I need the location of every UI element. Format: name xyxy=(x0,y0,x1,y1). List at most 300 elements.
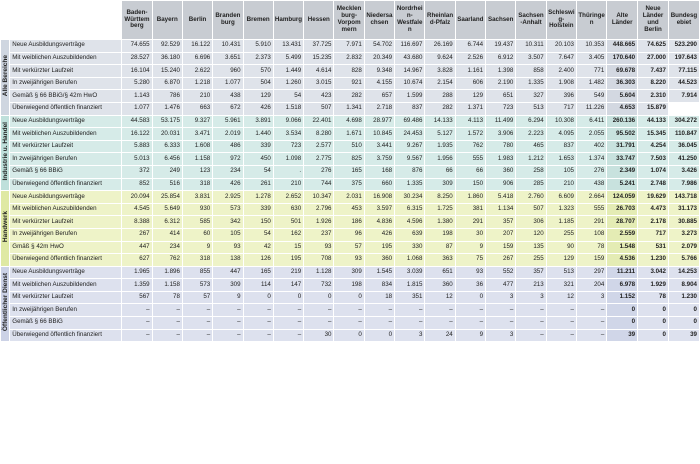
table-cell: 20.349 xyxy=(364,52,394,65)
table-cell: – xyxy=(182,304,212,317)
table-cell: 25.854 xyxy=(152,191,182,204)
table-cell: 54 xyxy=(243,228,273,241)
table-cell: 828 xyxy=(334,65,364,78)
table-cell: 10.431 xyxy=(213,40,243,53)
table-cell: 423 xyxy=(304,90,334,103)
row-label: Mit weiblichen Auszubildenden xyxy=(10,203,122,216)
table-cell: 852 xyxy=(122,178,152,191)
table-cell: 93 xyxy=(455,266,485,279)
table-cell: 197.643 xyxy=(668,52,699,65)
table-cell: 1.545 xyxy=(364,266,394,279)
table-cell: 663 xyxy=(182,102,212,115)
table-cell: 1.926 xyxy=(304,216,334,229)
table-cell: – xyxy=(546,317,576,330)
table-cell: 4.254 xyxy=(638,140,669,153)
group-label xyxy=(1,266,10,342)
table-cell: 147 xyxy=(273,279,303,292)
group-label xyxy=(1,191,10,267)
table-cell: 2.652 xyxy=(273,191,303,204)
table-cell: – xyxy=(546,329,576,342)
table-cell: 6.411 xyxy=(576,115,606,128)
table-cell: 5.604 xyxy=(607,90,638,103)
column-header: Thüringen xyxy=(576,1,606,40)
table-cell: 426 xyxy=(243,102,273,115)
column-header: Bremen xyxy=(243,1,273,40)
table-cell: 31.173 xyxy=(668,203,699,216)
table-cell: 6.456 xyxy=(152,153,182,166)
row-label: Überwiegend öffentlich finanziert xyxy=(10,102,122,115)
table-cell: 5.961 xyxy=(213,115,243,128)
table-cell: 135 xyxy=(516,241,546,254)
table-cell: 1.359 xyxy=(122,279,152,292)
table-cell: 513 xyxy=(546,266,576,279)
table-cell: 24.453 xyxy=(395,128,425,141)
table-cell: 198 xyxy=(425,228,455,241)
table-cell: 4.596 xyxy=(395,216,425,229)
table-cell: 30 xyxy=(304,329,334,342)
table-cell: – xyxy=(576,329,606,342)
table-cell: – xyxy=(273,329,303,342)
table-cell: 2.526 xyxy=(455,52,485,65)
table-cell: 2.079 xyxy=(668,241,699,254)
table-cell: 573 xyxy=(182,279,212,292)
table-cell: 555 xyxy=(455,153,485,166)
table-cell: 1.956 xyxy=(425,153,455,166)
table-cell: 501 xyxy=(273,216,303,229)
table-cell: 5.910 xyxy=(243,40,273,53)
column-header: Bundesgebiet xyxy=(668,1,699,40)
header-blank-group xyxy=(1,1,10,40)
table-cell: 1.440 xyxy=(243,128,273,141)
table-cell: 1.815 xyxy=(395,279,425,292)
table-cell: 9.624 xyxy=(425,52,455,65)
table-cell: 207 xyxy=(486,228,516,241)
table-cell: 7.986 xyxy=(668,178,699,191)
column-header: Brandenburg xyxy=(213,1,243,40)
table-cell: 1.143 xyxy=(122,90,152,103)
table-cell: 261 xyxy=(243,178,273,191)
table-cell: 732 xyxy=(304,279,334,292)
table-cell: 15.240 xyxy=(152,65,182,78)
table-cell: – xyxy=(243,304,273,317)
row-label: In zweijährigen Berufen xyxy=(10,153,122,166)
table-cell: 9.348 xyxy=(364,65,394,78)
table-cell: 585 xyxy=(182,216,212,229)
table-cell: 129 xyxy=(243,90,273,103)
table-cell: 105 xyxy=(546,165,576,178)
table-cell: 453 xyxy=(334,203,364,216)
table-cell: 330 xyxy=(395,241,425,254)
table-cell: 448.665 xyxy=(607,40,638,53)
row-label: Neue Ausbildungsverträge xyxy=(10,191,122,204)
table-cell: 57 xyxy=(182,291,212,304)
column-header: Hessen xyxy=(304,1,334,40)
row-label: In zweijährigen Berufen xyxy=(10,228,122,241)
table-cell: 858 xyxy=(516,65,546,78)
table-cell: 4.095 xyxy=(546,128,576,141)
table-cell: 4.155 xyxy=(364,77,394,90)
table-cell: 1.128 xyxy=(304,266,334,279)
table-cell: 0 xyxy=(668,317,699,330)
table-cell: 219 xyxy=(273,266,303,279)
table-cell: 465 xyxy=(516,140,546,153)
table-cell: 1.608 xyxy=(182,140,212,153)
table-cell: 93 xyxy=(304,241,334,254)
table-cell: 234 xyxy=(213,165,243,178)
table-cell: 66 xyxy=(425,165,455,178)
table-cell: 627 xyxy=(122,254,152,267)
table-cell: 786 xyxy=(152,90,182,103)
table-cell: – xyxy=(516,329,546,342)
table-cell: 2.055 xyxy=(576,128,606,141)
table-cell: – xyxy=(334,317,364,330)
table-cell: 10.347 xyxy=(304,191,334,204)
row-label: Überwiegend öffentlich finanziert xyxy=(10,254,122,267)
table-cell: 16.104 xyxy=(122,65,152,78)
table-cell: 291 xyxy=(455,216,485,229)
table-row xyxy=(1,216,700,229)
column-header: Sachsen xyxy=(486,1,516,40)
table-cell: – xyxy=(243,317,273,330)
table-cell: 309 xyxy=(213,279,243,292)
table-cell: 351 xyxy=(395,291,425,304)
group-label xyxy=(1,40,10,116)
table-cell: 12 xyxy=(425,291,455,304)
table-cell: 573 xyxy=(213,203,243,216)
table-cell: 4.614 xyxy=(304,65,334,78)
table-cell: 3.015 xyxy=(304,77,334,90)
table-cell: 42 xyxy=(243,241,273,254)
table-cell: 255 xyxy=(546,228,576,241)
table-cell: 4.545 xyxy=(122,203,152,216)
table-row xyxy=(1,140,700,153)
table-cell: 0 xyxy=(334,291,364,304)
table-cell: 2.832 xyxy=(334,52,364,65)
table-cell: 507 xyxy=(516,203,546,216)
table-cell: 360 xyxy=(425,279,455,292)
table-cell: 36.045 xyxy=(668,140,699,153)
table-cell: 3.441 xyxy=(364,140,394,153)
table-cell: 54 xyxy=(243,165,273,178)
table-cell: 53.175 xyxy=(152,115,182,128)
table-cell: 0 xyxy=(304,291,334,304)
table-cell: 6.978 xyxy=(607,279,638,292)
table-cell: 2.718 xyxy=(364,102,394,115)
table-cell: 5.499 xyxy=(273,52,303,65)
table-cell: 1.077 xyxy=(213,77,243,90)
table-cell: 921 xyxy=(334,77,364,90)
table-cell: 15.235 xyxy=(304,52,334,65)
table-cell: 210 xyxy=(273,178,303,191)
table-cell: 87 xyxy=(425,241,455,254)
table-cell: 486 xyxy=(213,140,243,153)
table-cell: 651 xyxy=(486,90,516,103)
table-cell: 10.674 xyxy=(395,77,425,90)
table-cell: 15 xyxy=(273,241,303,254)
table-cell: 1.929 xyxy=(638,279,669,292)
table-cell: 339 xyxy=(243,140,273,153)
table-cell: – xyxy=(395,304,425,317)
table-cell: 22.401 xyxy=(304,115,334,128)
table-cell: 1.278 xyxy=(243,191,273,204)
table-row xyxy=(1,115,700,128)
table-cell: 36.303 xyxy=(607,77,638,90)
table-cell: – xyxy=(122,329,152,342)
table-cell: – xyxy=(364,304,394,317)
table-cell: 1.518 xyxy=(273,102,303,115)
table-cell: 2.760 xyxy=(516,191,546,204)
table-cell: 960 xyxy=(213,65,243,78)
table-cell: 1.860 xyxy=(455,191,485,204)
table-cell: 30.885 xyxy=(668,216,699,229)
table-cell: 9 xyxy=(455,329,485,342)
table-cell: 6.333 xyxy=(152,140,182,153)
table-cell: 1.896 xyxy=(152,266,182,279)
table-cell: 1.260 xyxy=(273,77,303,90)
table-cell: 78 xyxy=(638,291,669,304)
table-cell: 8.220 xyxy=(638,77,669,90)
table-cell: 438 xyxy=(213,90,243,103)
table-cell: – xyxy=(182,317,212,330)
table-cell: 555 xyxy=(576,203,606,216)
table-cell: 6.294 xyxy=(516,115,546,128)
table-cell: 8.904 xyxy=(668,279,699,292)
table-cell: 26.703 xyxy=(607,203,638,216)
table-cell: 708 xyxy=(304,254,334,267)
table-cell: 116.697 xyxy=(395,40,425,53)
table-cell: 657 xyxy=(364,90,394,103)
table-cell: 5.766 xyxy=(668,254,699,267)
table-cell: 14.253 xyxy=(668,266,699,279)
table-cell: 9 xyxy=(213,291,243,304)
table-cell: 1.161 xyxy=(455,65,485,78)
column-header: Alte Länder xyxy=(607,1,638,40)
row-label: Mit verkürzter Laufzeit xyxy=(10,216,122,229)
table-cell: 30.234 xyxy=(395,191,425,204)
table-cell: 834 xyxy=(364,279,394,292)
table-cell: 0 xyxy=(607,317,638,330)
table-cell: 13.431 xyxy=(273,40,303,53)
row-label: Mit weiblichen Auszubildenden xyxy=(10,52,122,65)
table-cell: 129 xyxy=(455,90,485,103)
table-cell: 723 xyxy=(273,140,303,153)
table-cell: 260.136 xyxy=(607,115,638,128)
table-row xyxy=(1,52,700,65)
table-cell: 1.158 xyxy=(152,279,182,292)
row-label: Überwiegend öffentlich finanziert xyxy=(10,178,122,191)
table-cell: 825 xyxy=(334,153,364,166)
table-cell: 30 xyxy=(455,228,485,241)
table-cell: 20.094 xyxy=(122,191,152,204)
row-label: Gemäß § 66 BBiG xyxy=(10,317,122,330)
table-cell: 285 xyxy=(516,178,546,191)
table-cell: 1.965 xyxy=(122,266,152,279)
table-cell: 159 xyxy=(486,241,516,254)
table-cell: 165 xyxy=(334,165,364,178)
column-header: Neue Länder und Berlin xyxy=(638,1,669,40)
table-cell: 2.373 xyxy=(243,52,273,65)
row-label: Neue Ausbildungsverträge xyxy=(10,40,122,53)
table-cell: 37.725 xyxy=(304,40,334,53)
table-cell: 651 xyxy=(425,266,455,279)
table-cell: 110.847 xyxy=(668,128,699,141)
table-cell: 33.747 xyxy=(607,153,638,166)
table-cell: 282 xyxy=(334,90,364,103)
table-cell: 44.133 xyxy=(638,115,669,128)
table-cell: 426 xyxy=(364,228,394,241)
row-label: Neue Ausbildungsverträge xyxy=(10,266,122,279)
table-row xyxy=(1,102,700,115)
table-cell: 150 xyxy=(243,216,273,229)
table-cell: – xyxy=(152,317,182,330)
table-cell: 0 xyxy=(273,291,303,304)
table-cell: 1.230 xyxy=(638,254,669,267)
table-cell: 10.845 xyxy=(364,128,394,141)
table-cell: 4.698 xyxy=(334,115,364,128)
table-cell: 77.115 xyxy=(668,65,699,78)
table-cell: 1.230 xyxy=(668,291,699,304)
table-cell: 0 xyxy=(638,317,669,330)
table-cell: 5.127 xyxy=(425,128,455,141)
table-row xyxy=(1,329,700,342)
table-cell: – xyxy=(546,304,576,317)
table-cell: 1.482 xyxy=(576,77,606,90)
table-cell: 930 xyxy=(182,203,212,216)
table-cell: – xyxy=(304,317,334,330)
table-cell: 9 xyxy=(182,241,212,254)
column-header: Mecklenburg-Vorpommern xyxy=(334,1,364,40)
table-cell: 14.967 xyxy=(395,65,425,78)
table-cell: 321 xyxy=(546,279,576,292)
table-cell: 357 xyxy=(486,216,516,229)
table-cell: 234 xyxy=(152,241,182,254)
table-row xyxy=(1,40,700,53)
table-cell: 549 xyxy=(576,90,606,103)
table-cell: 28.977 xyxy=(364,115,394,128)
table-row xyxy=(1,178,700,191)
table-cell: 780 xyxy=(486,140,516,153)
table-cell: 318 xyxy=(182,254,212,267)
table-cell: 6.315 xyxy=(395,203,425,216)
row-label: Gmäß § 42m HwO xyxy=(10,241,122,254)
table-cell: 0 xyxy=(243,291,273,304)
table-cell: 3.471 xyxy=(182,128,212,141)
table-cell: 20.103 xyxy=(546,40,576,53)
table-cell: 93 xyxy=(334,254,364,267)
table-cell: 255 xyxy=(516,254,546,267)
table-cell: 0 xyxy=(455,291,485,304)
table-cell: 57 xyxy=(334,241,364,254)
table-cell: – xyxy=(273,317,303,330)
table-cell: 5.418 xyxy=(486,191,516,204)
table-cell: 6.870 xyxy=(152,77,182,90)
table-cell: 4.653 xyxy=(607,102,638,115)
table-cell: 3.507 xyxy=(516,52,546,65)
table-row xyxy=(1,203,700,216)
table-cell: 11.211 xyxy=(607,266,638,279)
table-cell: 105 xyxy=(213,228,243,241)
row-label: Gemäß § 66 BBiG xyxy=(10,165,122,178)
table-cell: 2.349 xyxy=(607,165,638,178)
table-cell: 78 xyxy=(152,291,182,304)
table-cell: 129 xyxy=(546,254,576,267)
table-cell: 837 xyxy=(395,102,425,115)
table-cell: 3.828 xyxy=(425,65,455,78)
table-cell: 7.437 xyxy=(638,65,669,78)
table-cell: 3 xyxy=(486,291,516,304)
table-cell: 3 xyxy=(486,329,516,342)
table-cell: 510 xyxy=(334,140,364,153)
table-cell: 204 xyxy=(576,279,606,292)
table-row xyxy=(1,228,700,241)
table-row xyxy=(1,77,700,90)
table-cell: 210 xyxy=(182,90,212,103)
table-cell: 74.655 xyxy=(122,40,152,53)
table-cell: 8.280 xyxy=(304,128,334,141)
table-row xyxy=(1,317,700,330)
table-cell: 523.290 xyxy=(668,40,699,53)
table-cell: 375 xyxy=(334,178,364,191)
group-label-text: Handwerk xyxy=(1,211,9,243)
row-label: In zweijährigen Berufen xyxy=(10,304,122,317)
table-cell: – xyxy=(455,317,485,330)
table-cell: 1.548 xyxy=(607,241,638,254)
table-cell: 10.353 xyxy=(576,40,606,53)
table-cell: 2.178 xyxy=(638,216,669,229)
table-cell: 744 xyxy=(304,178,334,191)
table-cell: 276 xyxy=(576,165,606,178)
table-cell: 213 xyxy=(516,279,546,292)
table-cell: 1.380 xyxy=(425,216,455,229)
table-cell: 7.647 xyxy=(546,52,576,65)
table-cell: 717 xyxy=(638,228,669,241)
table-cell: 69.678 xyxy=(607,65,638,78)
table-cell: 54.702 xyxy=(364,40,394,53)
table-row xyxy=(1,191,700,204)
table-cell: 450 xyxy=(243,153,273,166)
table-cell: 124.059 xyxy=(607,191,638,204)
table-cell: 4.473 xyxy=(638,203,669,216)
table-cell: 447 xyxy=(122,241,152,254)
row-label: Mit verkürzter Laufzeit xyxy=(10,140,122,153)
table-cell: 14.133 xyxy=(425,115,455,128)
table-cell: – xyxy=(364,317,394,330)
table-cell: 1.572 xyxy=(455,128,485,141)
column-header: Schleswig-Holstein xyxy=(546,1,576,40)
table-cell: 381 xyxy=(455,203,485,216)
table-cell: 606 xyxy=(455,77,485,90)
table-cell: 357 xyxy=(516,266,546,279)
table-cell: 95.502 xyxy=(607,128,638,141)
table-cell: – xyxy=(273,304,303,317)
table-cell: 18 xyxy=(364,291,394,304)
table-cell: 282 xyxy=(425,102,455,115)
table-cell: 3.426 xyxy=(668,165,699,178)
table-cell: 123 xyxy=(182,165,212,178)
table-cell: – xyxy=(213,329,243,342)
table-cell: 3.759 xyxy=(364,153,394,166)
table-cell: 762 xyxy=(455,140,485,153)
table-cell: 10.308 xyxy=(546,115,576,128)
table-cell: 3.039 xyxy=(395,266,425,279)
table-cell: 855 xyxy=(182,266,212,279)
table-cell: 6.696 xyxy=(182,52,212,65)
row-label: Mit verkürzter Laufzeit xyxy=(10,291,122,304)
header-blank-label xyxy=(10,1,122,40)
table-cell: 309 xyxy=(425,178,455,191)
table-cell: 504 xyxy=(243,77,273,90)
table-cell: 120 xyxy=(516,228,546,241)
